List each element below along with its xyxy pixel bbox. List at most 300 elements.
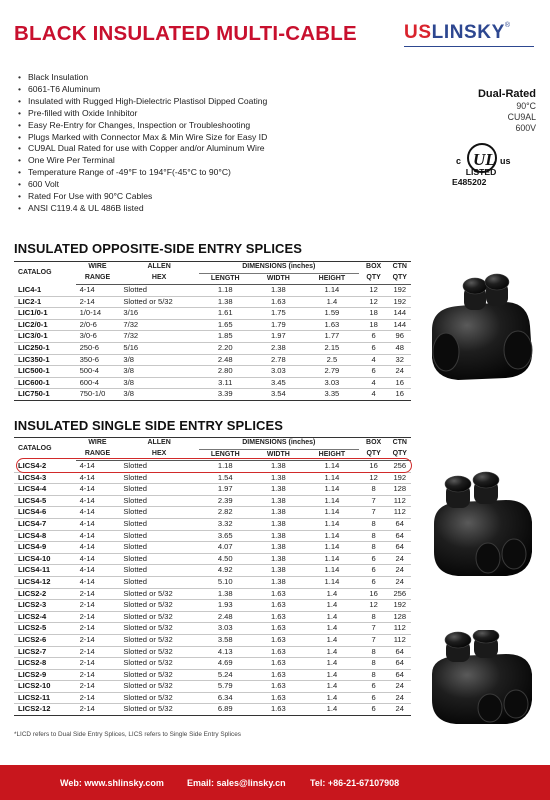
ctn-qty-cell: 192 (389, 285, 411, 297)
col-allen (119, 438, 199, 450)
height-cell: 1.4 (305, 692, 359, 704)
col-dimensions: DIMENSIONS (inches) (199, 438, 359, 450)
ctn-qty-cell: 64 (389, 658, 411, 670)
wire-range-cell: 2-14 (76, 692, 120, 704)
height-cell: 1.14 (305, 553, 359, 565)
width-cell: 1.63 (252, 623, 306, 635)
box-qty-cell: 18 (359, 308, 389, 320)
length-cell: 1.85 (199, 331, 252, 343)
catalog-cell: LICS4-11 (14, 565, 76, 577)
table-row (14, 669, 411, 681)
length-cell: 4.92 (199, 565, 252, 577)
wire-range-cell: 2/0-6 (76, 319, 120, 331)
catalog-cell: LIC4-1 (14, 285, 76, 297)
box-qty-cell: 8 (359, 530, 389, 542)
width-cell: 1.38 (252, 565, 306, 577)
ctn-qty-cell: 48 (389, 342, 411, 354)
allen-hex-cell: Slotted (119, 542, 199, 554)
box-qty-cell: 16 (359, 461, 389, 473)
box-qty-cell: 6 (359, 331, 389, 343)
allen-hex-cell: Slotted (119, 518, 199, 530)
rating-line-temp: 90°C (516, 101, 536, 111)
allen-hex-cell: Slotted (119, 472, 199, 484)
col-ctn-line1: CTN (392, 263, 407, 271)
length-cell: 2.82 (199, 507, 252, 519)
width-cell: 1.63 (252, 681, 306, 693)
col-wire-line1: WIRE (88, 263, 107, 271)
length-cell: 2.80 (199, 366, 252, 378)
length-cell: 3.39 (199, 389, 252, 401)
height-cell: 1.4 (305, 623, 359, 635)
height-cell: 1.14 (305, 285, 359, 297)
col-ctn-line2: QTY (389, 449, 411, 461)
height-cell: 1.4 (305, 669, 359, 681)
width-cell: 1.38 (252, 518, 306, 530)
wire-range-cell: 2-14 (76, 704, 120, 716)
height-cell: 1.63 (305, 319, 359, 331)
col-dimensions: DIMENSIONS (inches) (199, 262, 359, 274)
col-width: WIDTH (252, 273, 306, 285)
brand-logo-us: US (404, 22, 432, 43)
feature-item: • One Wire Per Terminal (18, 155, 267, 167)
allen-hex-cell: Slotted (119, 507, 199, 519)
table-row (14, 658, 411, 670)
wire-range-cell: 2-14 (76, 681, 120, 693)
length-cell: 4.07 (199, 542, 252, 554)
single-entry-table (14, 437, 411, 716)
length-cell: 3.65 (199, 530, 252, 542)
length-cell: 5.24 (199, 669, 252, 681)
ctn-qty-cell: 64 (389, 518, 411, 530)
table-row (14, 495, 411, 507)
ctn-qty-cell: 96 (389, 331, 411, 343)
footer-email[interactable]: Email: sales@linsky.cn (187, 778, 286, 788)
table-row (14, 588, 411, 600)
height-cell: 1.14 (305, 565, 359, 577)
catalog-cell: LICS2-6 (14, 634, 76, 646)
box-qty-cell: 8 (359, 484, 389, 496)
ctn-qty-cell: 24 (389, 366, 411, 378)
wire-range-cell: 4-14 (76, 507, 120, 519)
allen-hex-cell: Slotted (119, 285, 199, 297)
length-cell: 3.58 (199, 634, 252, 646)
height-cell: 1.14 (305, 495, 359, 507)
table-row (14, 611, 411, 623)
length-cell: 4.50 (199, 553, 252, 565)
height-cell: 1.14 (305, 518, 359, 530)
col-wire-line1: WIRE (88, 439, 107, 447)
height-cell: 1.14 (305, 461, 359, 473)
ctn-qty-cell: 64 (389, 646, 411, 658)
col-allen (119, 262, 199, 274)
ctn-qty-cell: 64 (389, 542, 411, 554)
width-cell: 1.38 (252, 484, 306, 496)
length-cell: 3.11 (199, 377, 252, 389)
catalog-cell: LIC500-1 (14, 366, 76, 378)
box-qty-cell: 6 (359, 366, 389, 378)
allen-hex-cell: Slotted (119, 495, 199, 507)
wire-range-cell: 4-14 (76, 576, 120, 588)
box-qty-cell: 7 (359, 495, 389, 507)
rating-title: Dual-Rated (477, 88, 536, 100)
box-qty-cell: 6 (359, 704, 389, 716)
catalog-cell: LICS4-5 (14, 495, 76, 507)
allen-hex-cell: Slotted (119, 530, 199, 542)
width-cell: 1.38 (252, 542, 306, 554)
length-cell: 5.79 (199, 681, 252, 693)
rating-line-voltage: 600V (515, 123, 536, 133)
catalog-cell: LIC350-1 (14, 354, 76, 366)
ctn-qty-cell: 128 (389, 484, 411, 496)
height-cell: 3.03 (305, 377, 359, 389)
wire-range-cell: 4-14 (76, 518, 120, 530)
box-qty-cell: 7 (359, 623, 389, 635)
feature-item: • Insulated with Rugged High-Dielectric Plastisol Dipped Coating (18, 96, 267, 108)
table-row (14, 472, 411, 484)
length-cell: 1.18 (199, 461, 252, 473)
footer-bar (0, 765, 550, 800)
catalog-cell: LICS2-3 (14, 600, 76, 612)
height-cell: 3.35 (305, 389, 359, 401)
width-cell: 1.38 (252, 285, 306, 297)
wire-range-cell: 350-6 (76, 354, 120, 366)
catalog-cell: LICS2-4 (14, 611, 76, 623)
wire-range-cell: 4-14 (76, 461, 120, 473)
height-cell: 1.14 (305, 472, 359, 484)
ctn-qty-cell: 112 (389, 623, 411, 635)
box-qty-cell: 16 (359, 588, 389, 600)
allen-hex-cell: Slotted or 5/32 (119, 600, 199, 612)
catalog-cell: LIC3/0-1 (14, 331, 76, 343)
height-cell: 1.4 (305, 588, 359, 600)
table-row (14, 308, 411, 320)
ctn-qty-cell: 256 (389, 588, 411, 600)
col-box-line1: BOX (366, 439, 382, 447)
catalog-cell: LICS2-9 (14, 669, 76, 681)
feature-item: • CU9AL Dual Rated for use with Copper and/or Aluminum Wire (18, 143, 267, 155)
width-cell: 1.63 (252, 611, 306, 623)
width-cell: 1.38 (252, 461, 306, 473)
length-cell: 1.18 (199, 285, 252, 297)
col-ctn-line1: CTN (392, 439, 407, 447)
wire-range-cell: 4-14 (76, 285, 120, 297)
catalog-cell: LIC2-1 (14, 296, 76, 308)
allen-hex-cell: Slotted or 5/32 (119, 704, 199, 716)
page-title: BLACK INSULATED MULTI-CABLE (14, 22, 357, 45)
length-cell: 6.89 (199, 704, 252, 716)
single-table-body (14, 461, 411, 716)
catalog-cell: LICS2-8 (14, 658, 76, 670)
width-cell: 1.63 (252, 634, 306, 646)
box-qty-cell: 6 (359, 553, 389, 565)
feature-item: • 600 Volt (18, 179, 267, 191)
allen-hex-cell: 5/16 (119, 342, 199, 354)
registered-mark: ® (504, 22, 511, 29)
table-row (14, 518, 411, 530)
wire-range-cell: 1/0-14 (76, 308, 120, 320)
table-row (14, 681, 411, 693)
ctn-qty-cell: 192 (389, 600, 411, 612)
col-allen-line1: ALLEN (147, 263, 171, 271)
catalog-cell: LIC750-1 (14, 389, 76, 401)
allen-hex-cell: Slotted or 5/32 (119, 692, 199, 704)
box-qty-cell: 12 (359, 296, 389, 308)
height-cell: 1.4 (305, 681, 359, 693)
svg-text:UL: UL (473, 150, 496, 169)
allen-hex-cell: 3/8 (119, 389, 199, 401)
wire-range-cell: 2-14 (76, 634, 120, 646)
box-qty-cell: 12 (359, 285, 389, 297)
wire-range-cell: 2-14 (76, 611, 120, 623)
catalog-cell: LICS4-8 (14, 530, 76, 542)
col-wire-line2: RANGE (76, 449, 120, 461)
wire-range-cell: 2-14 (76, 669, 120, 681)
width-cell: 2.78 (252, 354, 306, 366)
catalog-cell: LICS4-10 (14, 553, 76, 565)
catalog-cell: LICS4-4 (14, 484, 76, 496)
width-cell: 1.79 (252, 319, 306, 331)
col-allen-line1: ALLEN (147, 439, 171, 447)
height-cell: 1.4 (305, 646, 359, 658)
width-cell: 1.63 (252, 658, 306, 670)
feature-list (18, 72, 267, 215)
brand-underline (404, 46, 534, 47)
ctn-qty-cell: 128 (389, 611, 411, 623)
col-wire (76, 262, 120, 274)
allen-hex-cell: Slotted or 5/32 (119, 681, 199, 693)
catalog-cell: LICS4-7 (14, 518, 76, 530)
rating-line-material: CU9AL (507, 112, 536, 122)
width-cell: 1.38 (252, 472, 306, 484)
table-row (14, 389, 411, 401)
catalog-cell: LICS4-6 (14, 507, 76, 519)
col-box (359, 438, 389, 450)
opposite-splice-image (418, 272, 542, 392)
table-row (14, 296, 411, 308)
length-cell: 3.32 (199, 518, 252, 530)
allen-hex-cell: Slotted or 5/32 (119, 658, 199, 670)
height-cell: 1.4 (305, 600, 359, 612)
height-cell: 1.4 (305, 658, 359, 670)
table-row (14, 530, 411, 542)
length-cell: 4.13 (199, 646, 252, 658)
box-qty-cell: 6 (359, 681, 389, 693)
height-cell: 2.15 (305, 342, 359, 354)
table-row (14, 342, 411, 354)
width-cell: 3.54 (252, 389, 306, 401)
catalog-cell: LICS2-2 (14, 588, 76, 600)
ctn-qty-cell: 24 (389, 704, 411, 716)
width-cell: 1.38 (252, 530, 306, 542)
allen-hex-cell: Slotted (119, 576, 199, 588)
ctn-qty-cell: 64 (389, 669, 411, 681)
col-box (359, 262, 389, 274)
allen-hex-cell: Slotted or 5/32 (119, 296, 199, 308)
width-cell: 1.63 (252, 646, 306, 658)
single-splice-image-large (420, 630, 542, 730)
wire-range-cell: 2-14 (76, 623, 120, 635)
col-ctn-line2: QTY (389, 273, 411, 285)
ctn-qty-cell: 144 (389, 308, 411, 320)
wire-range-cell: 2-14 (76, 296, 120, 308)
feature-item: • Plugs Marked with Connector Max & Min Wire Size for Easy ID (18, 132, 267, 144)
table-row (14, 377, 411, 389)
wire-range-cell: 4-14 (76, 484, 120, 496)
allen-hex-cell: 7/32 (119, 319, 199, 331)
col-length: LENGTH (199, 449, 252, 461)
length-cell: 1.38 (199, 296, 252, 308)
height-cell: 1.77 (305, 331, 359, 343)
col-height: HEIGHT (305, 449, 359, 461)
width-cell: 1.63 (252, 296, 306, 308)
box-qty-cell: 8 (359, 669, 389, 681)
allen-hex-cell: 7/32 (119, 331, 199, 343)
brand-logo (404, 22, 511, 44)
length-cell: 1.97 (199, 484, 252, 496)
height-cell: 1.14 (305, 576, 359, 588)
box-qty-cell: 4 (359, 354, 389, 366)
table-row (14, 331, 411, 343)
allen-hex-cell: Slotted or 5/32 (119, 669, 199, 681)
box-qty-cell: 6 (359, 565, 389, 577)
table-row (14, 319, 411, 331)
ctn-qty-cell: 24 (389, 565, 411, 577)
allen-hex-cell: Slotted (119, 565, 199, 577)
width-cell: 2.38 (252, 342, 306, 354)
allen-hex-cell: Slotted (119, 553, 199, 565)
col-wire-line2: RANGE (76, 273, 120, 285)
footer-web[interactable]: Web: www.shlinsky.com (60, 778, 164, 788)
catalog-cell: LICS4-12 (14, 576, 76, 588)
length-cell: 4.69 (199, 658, 252, 670)
allen-hex-cell: Slotted or 5/32 (119, 611, 199, 623)
catalog-cell: LIC1/0-1 (14, 308, 76, 320)
col-box-line2: QTY (359, 273, 389, 285)
length-cell: 1.54 (199, 472, 252, 484)
catalog-cell: LICS4-2 (14, 461, 76, 473)
wire-range-cell: 4-14 (76, 530, 120, 542)
box-qty-cell: 6 (359, 692, 389, 704)
length-cell: 1.38 (199, 588, 252, 600)
allen-hex-cell: 3/8 (119, 377, 199, 389)
catalog-cell: LICS2-11 (14, 692, 76, 704)
svg-text:us: us (500, 156, 511, 166)
ctn-qty-cell: 16 (389, 377, 411, 389)
allen-hex-cell: Slotted (119, 461, 199, 473)
width-cell: 1.63 (252, 600, 306, 612)
ctn-qty-cell: 16 (389, 389, 411, 401)
feature-item: • 6061-T6 Aluminum (18, 84, 267, 96)
ctn-qty-cell: 24 (389, 681, 411, 693)
table-row (14, 542, 411, 554)
width-cell: 1.63 (252, 588, 306, 600)
ctn-qty-cell: 24 (389, 553, 411, 565)
col-catalog: CATALOG (14, 262, 76, 285)
height-cell: 1.59 (305, 308, 359, 320)
allen-hex-cell: 3/16 (119, 308, 199, 320)
box-qty-cell: 4 (359, 377, 389, 389)
wire-range-cell: 2-14 (76, 588, 120, 600)
width-cell: 1.97 (252, 331, 306, 343)
col-height: HEIGHT (305, 273, 359, 285)
opposite-table-body (14, 285, 411, 401)
ctn-qty-cell: 24 (389, 576, 411, 588)
wire-range-cell: 4-14 (76, 553, 120, 565)
height-cell: 1.4 (305, 296, 359, 308)
listed-label: LISTED (465, 167, 497, 177)
width-cell: 1.63 (252, 692, 306, 704)
col-length: LENGTH (199, 273, 252, 285)
ctn-qty-cell: 144 (389, 319, 411, 331)
height-cell: 1.4 (305, 704, 359, 716)
col-catalog: CATALOG (14, 438, 76, 461)
ctn-qty-cell: 256 (389, 461, 411, 473)
table-row (14, 366, 411, 378)
wire-range-cell: 250-6 (76, 342, 120, 354)
table-row (14, 704, 411, 716)
opposite-entry-table (14, 261, 411, 401)
catalog-cell: LICS4-3 (14, 472, 76, 484)
box-qty-cell: 18 (359, 319, 389, 331)
ctn-qty-cell: 32 (389, 354, 411, 366)
brand-logo-linsky: LINSKY (431, 22, 505, 43)
table-row (14, 285, 411, 297)
catalog-cell: LICS2-5 (14, 623, 76, 635)
catalog-cell: LIC2/0-1 (14, 319, 76, 331)
table-row (14, 646, 411, 658)
catalog-cell: LICS2-10 (14, 681, 76, 693)
box-qty-cell: 7 (359, 634, 389, 646)
ctn-qty-cell: 192 (389, 296, 411, 308)
table-row (14, 484, 411, 496)
length-cell: 5.10 (199, 576, 252, 588)
length-cell: 6.34 (199, 692, 252, 704)
table-row (14, 507, 411, 519)
width-cell: 1.63 (252, 704, 306, 716)
feature-item: • Pre-filled with Oxide Inhibitor (18, 108, 267, 120)
width-cell: 1.38 (252, 507, 306, 519)
table-row (14, 354, 411, 366)
col-allen-line2: HEX (119, 273, 199, 285)
svg-text:c: c (456, 156, 462, 166)
length-cell: 2.48 (199, 611, 252, 623)
box-qty-cell: 4 (359, 389, 389, 401)
feature-item: • Temperature Range of -49°F to 194°F(-45°C to 90°C) (18, 167, 267, 179)
wire-range-cell: 4-14 (76, 542, 120, 554)
length-cell: 1.65 (199, 319, 252, 331)
width-cell: 1.38 (252, 576, 306, 588)
listing-number: E485202 (452, 177, 487, 187)
table-row (14, 576, 411, 588)
length-cell: 1.61 (199, 308, 252, 320)
section-title-opposite: INSULATED OPPOSITE-SIDE ENTRY SPLICES (14, 241, 303, 256)
width-cell: 3.03 (252, 366, 306, 378)
ctn-qty-cell: 64 (389, 530, 411, 542)
wire-range-cell: 2-14 (76, 600, 120, 612)
table-row (14, 565, 411, 577)
feature-item: • Black Insulation (18, 72, 267, 84)
box-qty-cell: 12 (359, 472, 389, 484)
col-ctn (389, 262, 411, 274)
height-cell: 1.14 (305, 530, 359, 542)
height-cell: 2.5 (305, 354, 359, 366)
catalog-cell: LICS2-7 (14, 646, 76, 658)
wire-range-cell: 2-14 (76, 646, 120, 658)
catalog-cell: LICS2-12 (14, 704, 76, 716)
ctn-qty-cell: 192 (389, 472, 411, 484)
table-row (14, 634, 411, 646)
box-qty-cell: 8 (359, 542, 389, 554)
